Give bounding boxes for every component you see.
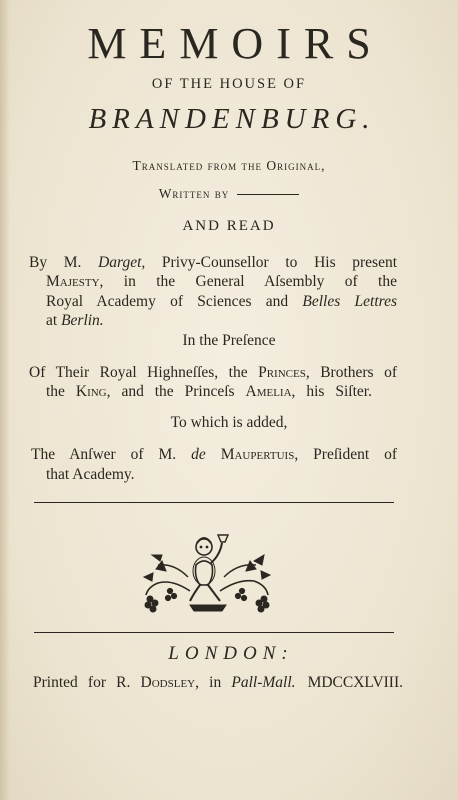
- highness-line-1-c: , Brothers of: [305, 364, 397, 381]
- king-word: King: [75, 383, 107, 400]
- written-by-line: [0, 186, 458, 202]
- main-title: MEMOIRS: [87, 19, 384, 68]
- highness-line-2-c: , and the Princeſs: [106, 383, 246, 400]
- body-line-1-a: By M.: [29, 254, 99, 271]
- majesty-word: Majesty,: [46, 273, 104, 290]
- imprint-c: , in: [195, 674, 232, 691]
- imprint-date: MDCCXLVIII.: [307, 674, 404, 691]
- subtitle: OF THE HOUSE OF: [151, 76, 307, 92]
- body-line-3: [46, 292, 397, 311]
- london-line: LONDON:: [168, 643, 294, 664]
- presence-line: In the Preſence: [182, 332, 276, 349]
- amelia-name: Amelia: [245, 383, 292, 400]
- body-line-4-a: at: [46, 312, 62, 329]
- de-word: de: [191, 446, 206, 463]
- body-line-2-b: in the General Aſsembly of the: [103, 273, 397, 290]
- maupertuis-name: Maupertuis: [220, 446, 295, 463]
- body-line-1: [29, 253, 397, 272]
- body-line-3-a: Royal Academy of Sciences and: [46, 293, 303, 310]
- answer-line-1: [31, 445, 397, 464]
- body-line-4: [46, 311, 104, 330]
- and-read-line: AND READ: [182, 218, 276, 234]
- dodsley-name: Dodsley: [140, 674, 196, 691]
- answer-space: [206, 446, 221, 463]
- brandenburg-title: BRANDENBURG.: [88, 103, 376, 135]
- putto-with-vine-ornament-icon: [138, 521, 278, 615]
- belles-lettres: Belles Lettres: [302, 293, 398, 310]
- author-blank-dash: [237, 194, 299, 195]
- berlin-word: Berlin.: [61, 312, 104, 329]
- highness-line-2-e: , his Siſter.: [291, 383, 372, 400]
- imprint-line: [33, 673, 403, 692]
- highness-line-1-a: Of Their Royal Highneſſes, the: [29, 364, 259, 381]
- body-line-2: [46, 272, 397, 291]
- answer-line-1-a: The Anſwer of M.: [31, 446, 192, 463]
- pall-mall: Pall-Mall.: [231, 674, 296, 691]
- added-line: To which is added,: [170, 414, 288, 431]
- upper-rule: [34, 502, 394, 503]
- lower-rule: [34, 632, 394, 633]
- imprint-a: Printed for R.: [33, 674, 141, 691]
- highness-line-1: [29, 363, 397, 382]
- highness-line-2: [46, 382, 372, 401]
- darget-name: Darget,: [98, 254, 146, 271]
- princes-word: Princes: [258, 364, 306, 381]
- answer-line-2: that Academy.: [46, 466, 135, 483]
- highness-line-2-a: the: [46, 383, 76, 400]
- answer-line-1-e: , Preſident of: [294, 446, 397, 463]
- body-line-1-c: Privy-Counsellor to His present: [145, 254, 398, 271]
- translated-line: Translated from the Original,: [132, 158, 326, 173]
- written-by-label: Written by: [158, 186, 230, 201]
